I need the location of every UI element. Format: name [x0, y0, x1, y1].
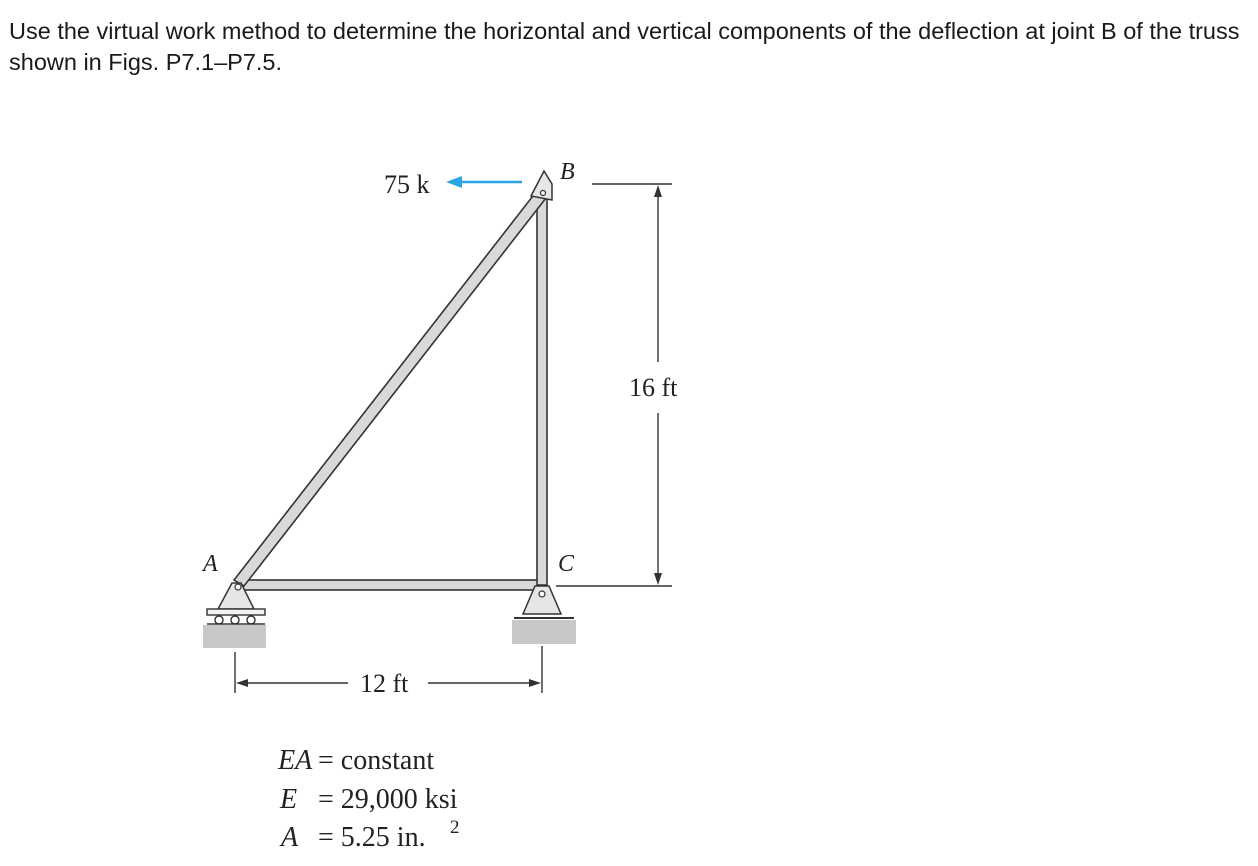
dim-arrow-top	[654, 185, 662, 197]
joint-label-b: B	[560, 159, 575, 185]
joint-b-gusset	[531, 171, 552, 200]
problem-statement: Use the virtual work method to determine the horizontal and vertical components of the deflection at joint B of the truss shown in Figs. P7.1–P7.5.	[9, 18, 1240, 75]
dim-arrow-bottom	[654, 573, 662, 585]
load-arrow	[446, 176, 522, 188]
a-symbol: A	[281, 822, 299, 853]
e-symbol: E	[280, 784, 298, 815]
a-value: = 5.25 in.	[318, 822, 426, 853]
dim-arrow-left	[236, 679, 248, 687]
member-ac	[238, 580, 542, 590]
dimension-label-horizontal: 12 ft	[360, 669, 409, 698]
a-exponent: 2	[450, 817, 460, 838]
ground-block-c	[512, 620, 576, 644]
e-value: = 29,000 ksi	[318, 784, 458, 815]
ground-block-a	[203, 625, 266, 648]
joint-label-a: A	[203, 551, 218, 577]
member-bc	[537, 190, 547, 585]
ea-symbol: EA	[278, 745, 313, 776]
ea-value: = constant	[318, 745, 435, 776]
joint-label-c: C	[558, 551, 575, 577]
member-ab	[234, 192, 546, 586]
material-properties	[277, 745, 460, 853]
dimension-label-vertical: 16 ft	[629, 373, 678, 402]
load-label: 75 k	[384, 170, 430, 199]
dim-arrow-right	[529, 679, 541, 687]
